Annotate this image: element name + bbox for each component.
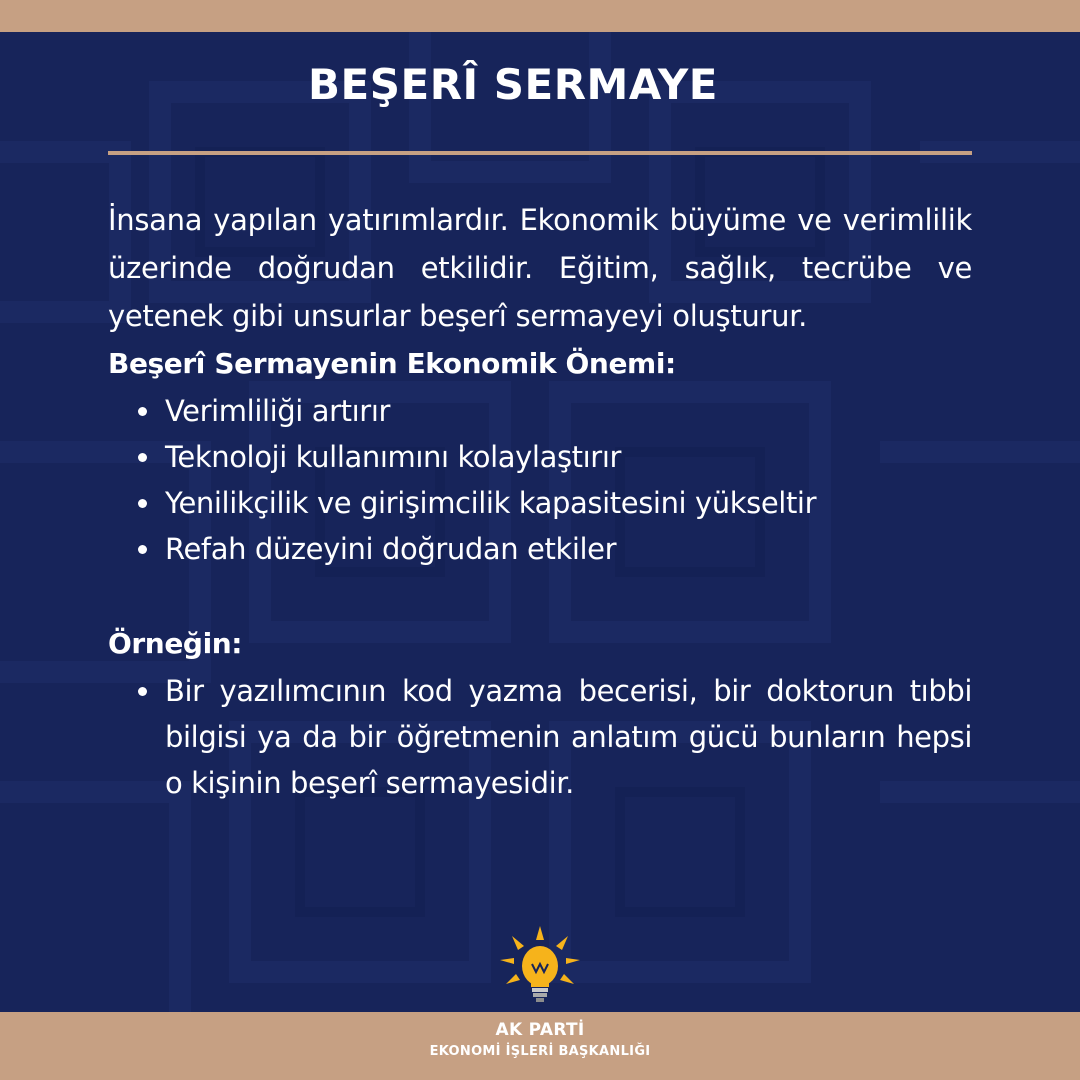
top-band: [0, 0, 1080, 32]
footer: [0, 1012, 1080, 1080]
spacer: [108, 572, 972, 620]
footer-org: AK PARTİ: [495, 1020, 585, 1040]
title-divider: [108, 151, 972, 155]
footer-dept: EKONOMİ İŞLERİ BAŞKANLIĞI: [429, 1044, 651, 1059]
importance-list: [138, 388, 972, 572]
list-item: Teknoloji kullanımını kolaylaştırır: [138, 434, 972, 480]
list-item: Verimliliği artırır: [138, 388, 972, 434]
list-item: Yenilikçilik ve girişimcilik kapasitesini yükseltir: [138, 480, 972, 526]
list-item: Bir yazılımcının kod yazma becerisi, bir doktorun tıbbi bilgisi ya da bir öğretmenin anlatım gücü bunların hepsi o kişinin beşerî sermayesidir.: [138, 668, 972, 806]
example-list: [138, 668, 972, 806]
importance-heading: Beşerî Sermayenin Ekonomik Önemi:: [108, 347, 676, 380]
main-content: [108, 196, 972, 806]
example-heading: Örneğin:: [108, 627, 243, 660]
lightbulb-icon: [500, 926, 580, 1006]
list-item: Refah düzeyini doğrudan etkiler: [138, 526, 972, 572]
page-title: BEŞERÎ SERMAYE: [308, 60, 718, 109]
intro-paragraph: İnsana yapılan yatırımlardır. Ekonomik büyüme ve verimlilik üzerinde doğrudan etkilidir. Eğitim, sağlık, tecrübe ve yetenek gibi unsurlar beşerî sermayeyi oluşturur.: [108, 203, 972, 333]
